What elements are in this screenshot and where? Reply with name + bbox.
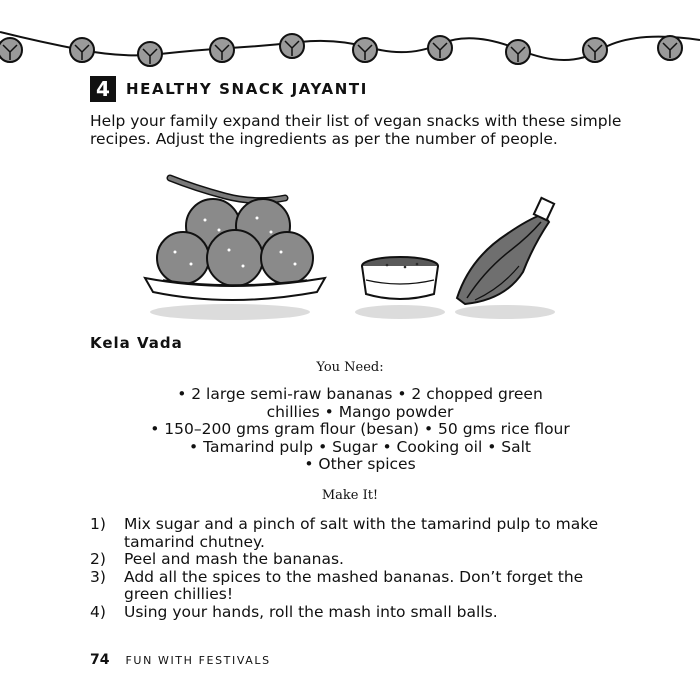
make-it-label: Make It! [321,488,379,503]
food-illustration [135,170,575,330]
step-number: 1) [90,515,106,533]
step-number: 4) [90,602,106,621]
recipe-title: Kela Vada [90,334,183,352]
ingredient-line: chillies • Mango powder [266,402,454,421]
garland-bulb-icon [280,34,304,58]
garland-bulb-icon [0,38,22,62]
step-text: Using your hands, roll the mash into small balls. [124,602,498,621]
ingredient-line: • Tamarind pulp • Sugar • Cooking oil • Salt [189,437,531,456]
intro-paragraph: Help your family expand their list of vegan snacks with these simple recipes. Adjust the ingredients as per the number of people. [90,112,622,148]
step-number: 2) [90,550,106,568]
list-item [90,604,630,622]
step-text: Mix sugar and a pinch of salt with the tamarind pulp to make tamarind chutney. [124,515,599,551]
you-need-label: You Need: [316,360,384,375]
garland-bulb-icon [353,38,377,62]
garland-bulb-icon [583,38,607,62]
step-number: 3) [90,567,106,586]
garland-bulb-icon [138,42,162,66]
list-item [90,569,630,604]
step-text: Add all the spices to the mashed bananas. Don’t forget the green chillies! [124,567,584,603]
bulb-garland [0,0,700,80]
garland-bulb-icon [210,38,234,62]
garland-bulb-icon [506,40,530,64]
list-item [90,516,630,551]
steps-list [90,516,630,621]
vada-plate-illustration [145,178,325,300]
section-heading [90,76,368,102]
garland-bulb-icon [70,38,94,62]
ingredient-line: • 150–200 gms gram flour (besan) • 50 gms rice flour [150,420,570,438]
page-number: 74 [90,652,110,668]
section-number: 4 [90,76,116,102]
ingredients-list [90,386,630,474]
garland-bulb-icon [428,36,452,60]
ingredient-line: • 2 large semi-raw bananas • 2 chopped green [177,385,543,403]
chutney-bowl-illustration [362,257,438,299]
step-text: Peel and mash the bananas. [124,550,344,568]
page-footer [90,652,271,668]
garland-bulb-icon [658,36,682,60]
ingredient-line: • Other spices [304,455,416,473]
section-title: HEALTHY SNACK JAYANTI [126,80,368,98]
banana-illustration [457,198,554,304]
list-item [90,551,630,569]
section-name: FUN WITH FESTIVALS [125,654,271,667]
